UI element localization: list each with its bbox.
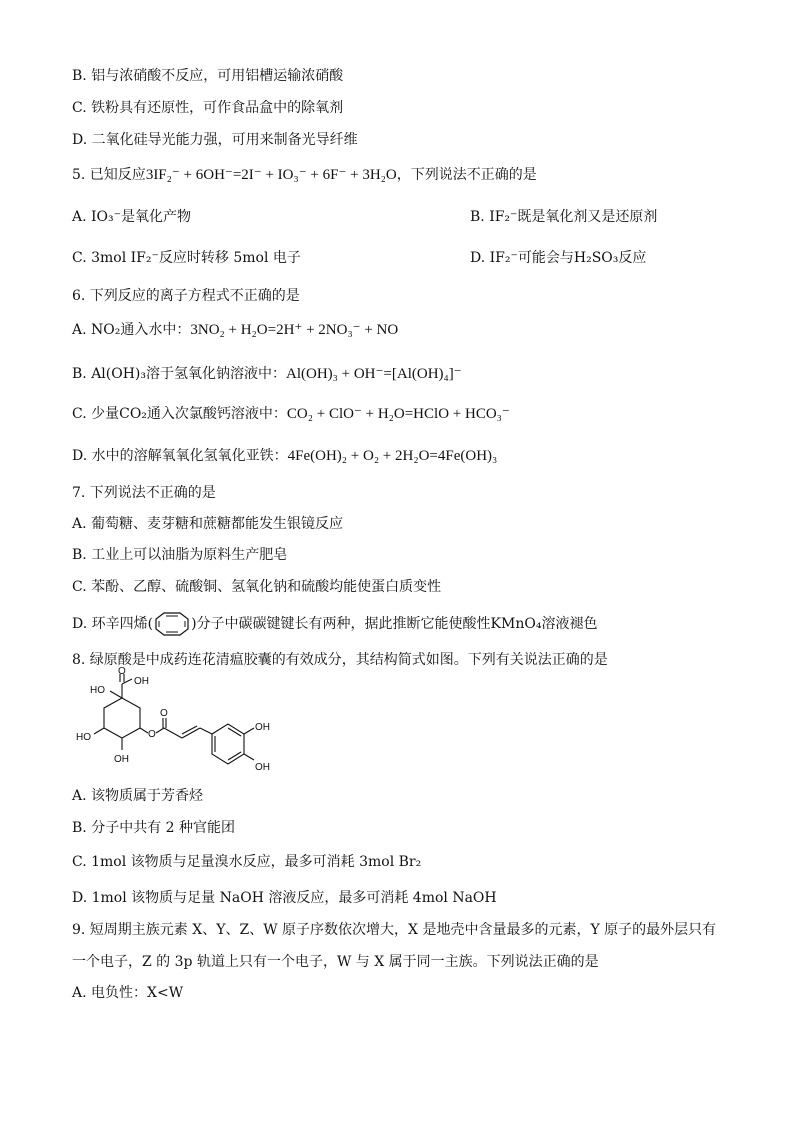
label-oh-bottom: OH	[114, 754, 129, 765]
q6b-equation: Al(OH)₃ + OH⁻=[Al(OH)₄]⁻	[286, 366, 462, 382]
q7-option-a: A. 葡萄糖、麦芽糖和蔗糖都能发生银镜反应	[72, 516, 344, 532]
q9-option-a: A. 电负性：X<W	[72, 985, 184, 1001]
q6-option-b	[72, 364, 754, 384]
q5-option-c: C. 3mol IF₂⁻反应时转移 5mol 电子	[72, 250, 301, 266]
label-o-carbonyl: O	[160, 708, 168, 719]
label-ho-top: HO	[90, 685, 105, 696]
q6-option-d	[72, 446, 754, 466]
q8-option-c: C. 1mol 该物质与足量溴水反应，最多可消耗 3mol Br₂	[72, 854, 422, 870]
q6a-equation: 3NO₂ + H₂O=2H⁺ + 2NO₃⁻ + NO	[190, 322, 399, 338]
q7-stem: 7. 下列说法不正确的是	[72, 485, 216, 501]
q7d-prefix: D. 环辛四烯(	[72, 616, 154, 632]
label-o-ester: O	[148, 729, 156, 740]
q8-option-a: A. 该物质属于芳香烃	[72, 788, 204, 804]
q5-stem-suffix: ，下列说法不正确的是	[396, 167, 537, 183]
q5-equation: 3IF₂⁻ + 6OH⁻=2I⁻ + IO₃⁻ + 6F⁻ + 3H₂O	[145, 167, 397, 183]
q6c-prefix: C. 少量CO₂通入次氯酸钙溶液中：	[72, 406, 287, 422]
q6d-equation: 4Fe(OH)₂ + O₂ + 2H₂O=4Fe(OH)₃	[287, 448, 498, 464]
label-ho-left: HO	[76, 732, 91, 743]
q9-stem-line2: 一个电子，Z 的 3p 轨道上只有一个电子，W 与 X 属于同一主族。下列说法正确的是	[72, 954, 599, 970]
cyclooctatetraene-structure	[153, 611, 191, 637]
label-oh-acid: OH	[134, 676, 149, 687]
q8-option-d: D. 1mol 该物质与足量 NaOH 溶液反应，最多可消耗 4mol NaOH	[72, 890, 497, 906]
q5-option-a: A. IO₃⁻是氧化产物	[72, 209, 192, 225]
q5-option-d: D. IF₂⁻可能会与H₂SO₃反应	[470, 250, 647, 266]
q8-option-b: B. 分子中共有 2 种官能团	[72, 820, 235, 836]
q6b-prefix: B. Al(OH)₃溶于氢氧化钠溶液中：	[72, 366, 286, 382]
q6d-prefix: D. 水中的溶解氧氧化氢氧化亚铁：	[72, 448, 288, 464]
label-o-acid: O	[118, 666, 126, 677]
q4-option-d: D. 二氧化硅导光能力强，可用来制备光导纤维	[72, 132, 358, 148]
q7d-suffix: )分子中碳碳键键长有两种，据此推断它能使酸性KMnO₄溶液褪色	[191, 616, 598, 632]
q9-stem-line1: 9. 短周期主族元素 X、Y、Z、W 原子序数依次增大，X 是地壳中含量最多的元素，Y 原子的最外层只有	[72, 922, 717, 938]
q7-option-c: C. 苯酚、乙醇、硫酸铜、氢氧化钠和硫酸均能使蛋白质变性	[72, 579, 442, 595]
q5-stem-prefix: 5. 已知反应	[72, 167, 146, 183]
q7-option-b: B. 工业上可以油脂为原料生产肥皂	[72, 547, 288, 563]
q5-options-row2	[72, 248, 754, 268]
q5-options-row1	[72, 207, 754, 227]
chlorogenic-acid-structure	[76, 666, 274, 786]
q4-option-b: B. 铝与浓硝酸不反应，可用铝槽运输浓硝酸	[72, 68, 344, 84]
q4-option-c: C. 铁粉具有还原性，可作食品盒中的除氧剂	[72, 100, 344, 116]
q7-option-d	[72, 611, 754, 637]
q6a-prefix: A. NO₂通入水中：	[72, 322, 191, 338]
q5-option-b: B. IF₂⁻既是氧化剂又是还原剂	[470, 209, 658, 225]
label-oh-ring1: OH	[255, 722, 270, 733]
q6c-equation: CO₂ + ClO⁻ + H₂O=HClO + HCO₃⁻	[286, 406, 510, 422]
q8-stem: 8. 绿原酸是中成药连花清瘟胶囊的有效成分，其结构简式如图。下列有关说法正确的是	[72, 652, 608, 668]
q6-stem: 6. 下列反应的离子方程式不正确的是	[72, 288, 300, 304]
q6-option-a	[72, 320, 754, 340]
q6-option-c	[72, 404, 754, 424]
q5-stem	[72, 165, 754, 185]
label-oh-ring2: OH	[255, 762, 270, 773]
